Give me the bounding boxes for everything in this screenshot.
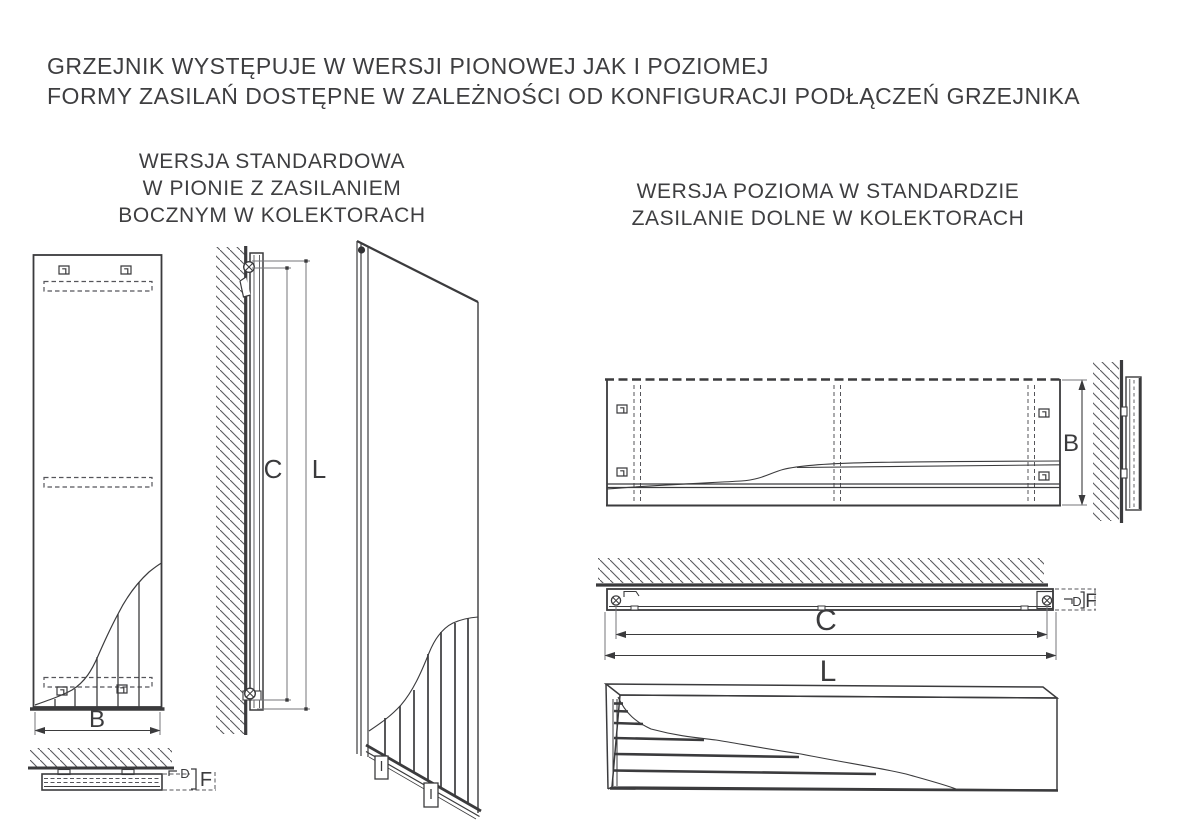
dimension-F-bracket (191, 769, 196, 789)
wall-hatch (1093, 362, 1119, 521)
wall-hatch (216, 247, 245, 734)
dimension-C-label: C (815, 604, 837, 637)
dimension-D-label: D (180, 766, 190, 781)
floor-bracket (375, 756, 388, 779)
dimension-D-label: D (1072, 594, 1082, 609)
page-title-line1: GRZEJNIK WYSTĘPUJE W WERSJI PIONOWEJ JAK I POZIOMEJ (47, 53, 769, 79)
vertical-version-label-line3: BOCZNYM W KOLEKTORACH (118, 204, 426, 227)
wall-hatch (598, 558, 1044, 583)
mounting-clip-icon (617, 468, 627, 476)
vertical-side-view (216, 246, 326, 735)
internal-fins (385, 619, 468, 804)
dimension-L-label: L (819, 655, 837, 688)
internal-fins (614, 704, 876, 775)
radiator-profile (42, 774, 162, 790)
dimension-B-label: B (88, 706, 106, 733)
horizontal-plan-view (596, 558, 1097, 688)
horizontal-side-view (1093, 360, 1141, 523)
dimension-D-tick (1064, 599, 1072, 604)
wall-hatch (30, 748, 172, 767)
mounting-clip-icon (1039, 472, 1049, 480)
mounting-tab (1121, 469, 1127, 478)
vertical-plan-view (28, 748, 216, 791)
floor-bracket (424, 783, 438, 807)
dimension-F-label: F (1085, 591, 1097, 612)
vertical-front-view (30, 255, 165, 735)
horizontal-front-view (605, 379, 1087, 506)
radiator-panel-outline (34, 255, 162, 707)
mounting-clip-icon (1039, 409, 1049, 417)
horizontal-version-label-line1: WERSJA POZIOMA W STANDARDZIE (636, 180, 1020, 203)
vertical-3d-view (357, 241, 481, 819)
radiator-profile (250, 253, 263, 710)
left-edge (606, 684, 608, 789)
cutaway-curve (618, 697, 956, 789)
vertical-version-label-line1: WERSJA STANDARDOWA (138, 150, 406, 173)
vertical-version-label-line2: W PIONIE Z ZASILANIEM (142, 177, 402, 200)
cutaway-curve (369, 617, 478, 731)
dimension-B-label: B (1062, 430, 1080, 457)
horizontal-3d-view (606, 684, 1058, 791)
collector-end-icon (358, 246, 365, 253)
panel-top-edge (357, 241, 478, 302)
dimension-B-horizontal-version (1062, 380, 1087, 505)
page-title-line2: FORMY ZASILAŃ DOSTĘPNE W ZALEŻNOŚCI OD KONFIGURACJI PODŁĄCZEŃ GRZEJNIKA (47, 82, 1081, 109)
dimension-L-label: L (311, 454, 327, 484)
horizontal-version-label-line2: ZASILANIE DOLNE W KOLEKTORACH (631, 207, 1025, 230)
dimension-F-label: F (199, 769, 213, 791)
mounting-tab (1121, 407, 1127, 416)
dimension-C-label: C (263, 454, 283, 484)
front-face (612, 695, 1057, 790)
mounting-clip-icon (617, 405, 627, 413)
bottom-edge (610, 789, 1058, 791)
